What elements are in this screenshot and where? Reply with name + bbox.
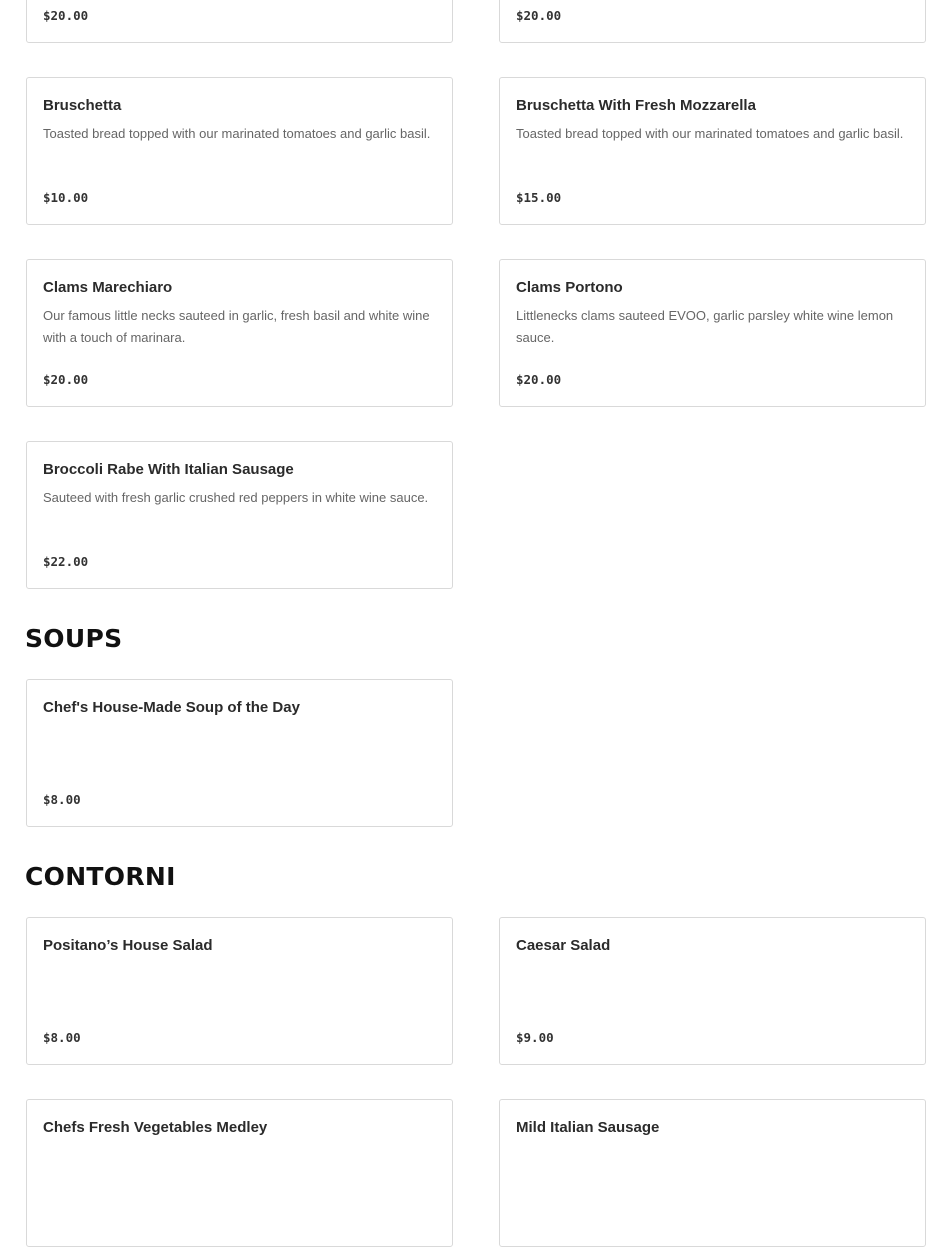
menu-item-description: Sauteed with fresh garlic crushed red peppers in white wine sauce.: [43, 490, 429, 505]
menu-item-price: $8.00: [43, 1030, 81, 1045]
menu-item-name: Bruschetta: [43, 97, 122, 114]
menu-item-description: Our famous little necks sauteed in garlic, fresh basil and white wine with a touch of marinara.: [43, 308, 430, 345]
menu-item-description: Littlenecks clams sauteed EVOO, garlic parsley white wine lemon sauce.: [516, 308, 894, 345]
menu-item-name: Clams Marechiaro: [43, 279, 173, 296]
menu-item-card[interactable]: [499, 0, 926, 43]
menu-item-name: Caesar Salad: [516, 937, 611, 954]
menu-item-name: Clams Portono: [516, 279, 623, 296]
section-title-contorni: CONTORNI: [25, 862, 176, 891]
menu-item-name: Broccoli Rabe With Italian Sausage: [43, 461, 294, 478]
menu-item-card[interactable]: [499, 259, 926, 407]
menu-item-card[interactable]: [499, 77, 926, 225]
menu-item-card[interactable]: [26, 679, 453, 827]
menu-item-card[interactable]: [26, 917, 453, 1065]
menu-item-price: $20.00: [516, 8, 562, 23]
menu-item-name: Bruschetta With Fresh Mozzarella: [516, 97, 756, 114]
menu-item-price: $20.00: [43, 8, 89, 23]
menu-item-card[interactable]: [499, 1099, 926, 1247]
menu-item-name: Positano’s House Salad: [43, 937, 213, 954]
menu-item-name: Mild Italian Sausage: [516, 1119, 660, 1136]
menu-item-card[interactable]: [26, 1099, 453, 1247]
menu-item-card[interactable]: [499, 917, 926, 1065]
menu-item-price: $8.00: [43, 792, 81, 807]
menu-item-card[interactable]: [26, 441, 453, 589]
menu-item-price: $9.00: [516, 1030, 554, 1045]
menu-item-price: $10.00: [43, 190, 89, 205]
menu-item-price: $20.00: [516, 372, 562, 387]
menu-item-description: Toasted bread topped with our marinated tomatoes and garlic basil.: [43, 126, 431, 141]
menu-item-name: Chefs Fresh Vegetables Medley: [43, 1119, 268, 1136]
menu-item-price: $22.00: [43, 554, 89, 569]
menu-item-price: $15.00: [516, 190, 562, 205]
menu-item-card[interactable]: [26, 77, 453, 225]
menu-item-description: Toasted bread topped with our marinated tomatoes and garlic basil.: [516, 126, 904, 141]
section-title-soups: SOUPS: [25, 624, 123, 653]
menu-item-card[interactable]: [26, 259, 453, 407]
menu-item-card[interactable]: [26, 0, 453, 43]
menu-item-price: $20.00: [43, 372, 89, 387]
menu-item-name: Chef's House-Made Soup of the Day: [43, 699, 300, 716]
